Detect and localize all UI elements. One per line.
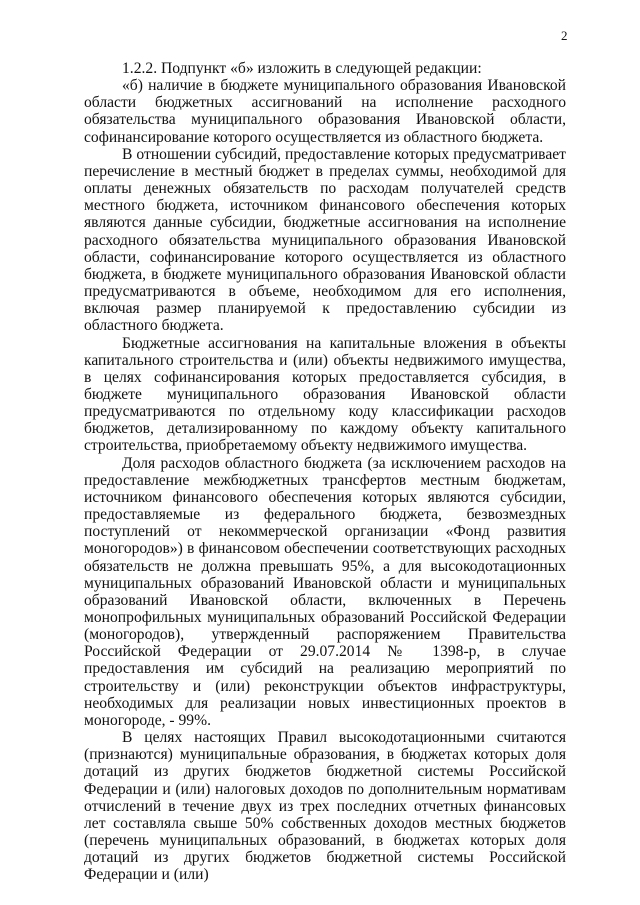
document-body [84,60,566,884]
page-number: 2 [561,28,568,43]
amendment-instruction: 1.2.2. Подпункт «б» изложить в следующей редакции: [122,60,482,77]
subsidies-paragraph: В отношении субсидий, предоставление которых предусматривает перечисление в местный бюджет в пределах суммы, необходимой для оплаты денежных обязательств по расходам получателей средств местного бюджета, источником финансового обеспечения которых являются данные субсидии, бюджетные ассигнования на исполнение расходного обязательства муниципального образования Ивановской области, софинансирование которого осуществляется из областного бюджета, в бюджете муниципального образования Ивановской области предусматриваются в объеме, необходимом для его исполнения, включая размер планируемой к предоставлению субсидии из областного бюджета. [84,145,566,335]
subparagraph-b-text: «б) наличие в бюджете муниципального образования Ивановской области бюджетных ассигнований на исполнение расходного обязательства муниципального образования Ивановской области, софинансирование которого осуществляется из областного бюджета. [84,77,566,146]
regional-budget-share-paragraph: Доля расходов областного бюджета (за исключением расходов на предоставление межбюджетных трансфертов местным бюджетам, источником финансового обеспечения которых являются субсидии, предоставляемые из федерального бюджета, безвозмездных поступлений от некоммерческой организации «Фонд развития моногородов») в финансовом обеспечении соответствующих расходных обязательств не должна превышать 95%, а для высокодотационных муниципальных образований Ивановской области и муниципальных образований Ивановской области, включенных в Перечень монопрофильных муниципальных образований Российской Федерации (моногородов), утвержденный распоряжением Правительства Российской Федерации от 29.07.2014 № 1398-р, в случае предоставления им субсидий на реализацию мероприятий по строительству и (или) реконструкции объектов инфраструктуры, необходимых для реализации новых инвестиционных проектов в моногороде, - 99%. [84,454,566,729]
high-subsidy-definition-paragraph: В целях настоящих Правил высокодотационными считаются (признаются) муниципальные образования, в бюджетах которых доля дотаций из других бюджетов бюджетной системы Российской Федерации и (или) налоговых доходов по дополнительным нормативам отчислений в течение двух из трех последних отчетных финансовых лет составляла свыше 50% собственных доходов местных бюджетов (перечень муниципальных образований, в бюджетах которых доля дотаций из других бюджетов бюджетной системы Российской Федерации и (или) [84,729,566,884]
capital-investments-paragraph: Бюджетные ассигнования на капитальные вложения в объекты капитального строительства и (или) объекты недвижимого имущества, в целях софинансирования которых предоставляется субсидия, в бюджете муниципального образования Ивановской области предусматриваются по отдельному коду классификации расходов бюджетов, детализированному по каждому объекту капитального строительства, приобретаемому объекту недвижимого имущества. [84,334,566,455]
